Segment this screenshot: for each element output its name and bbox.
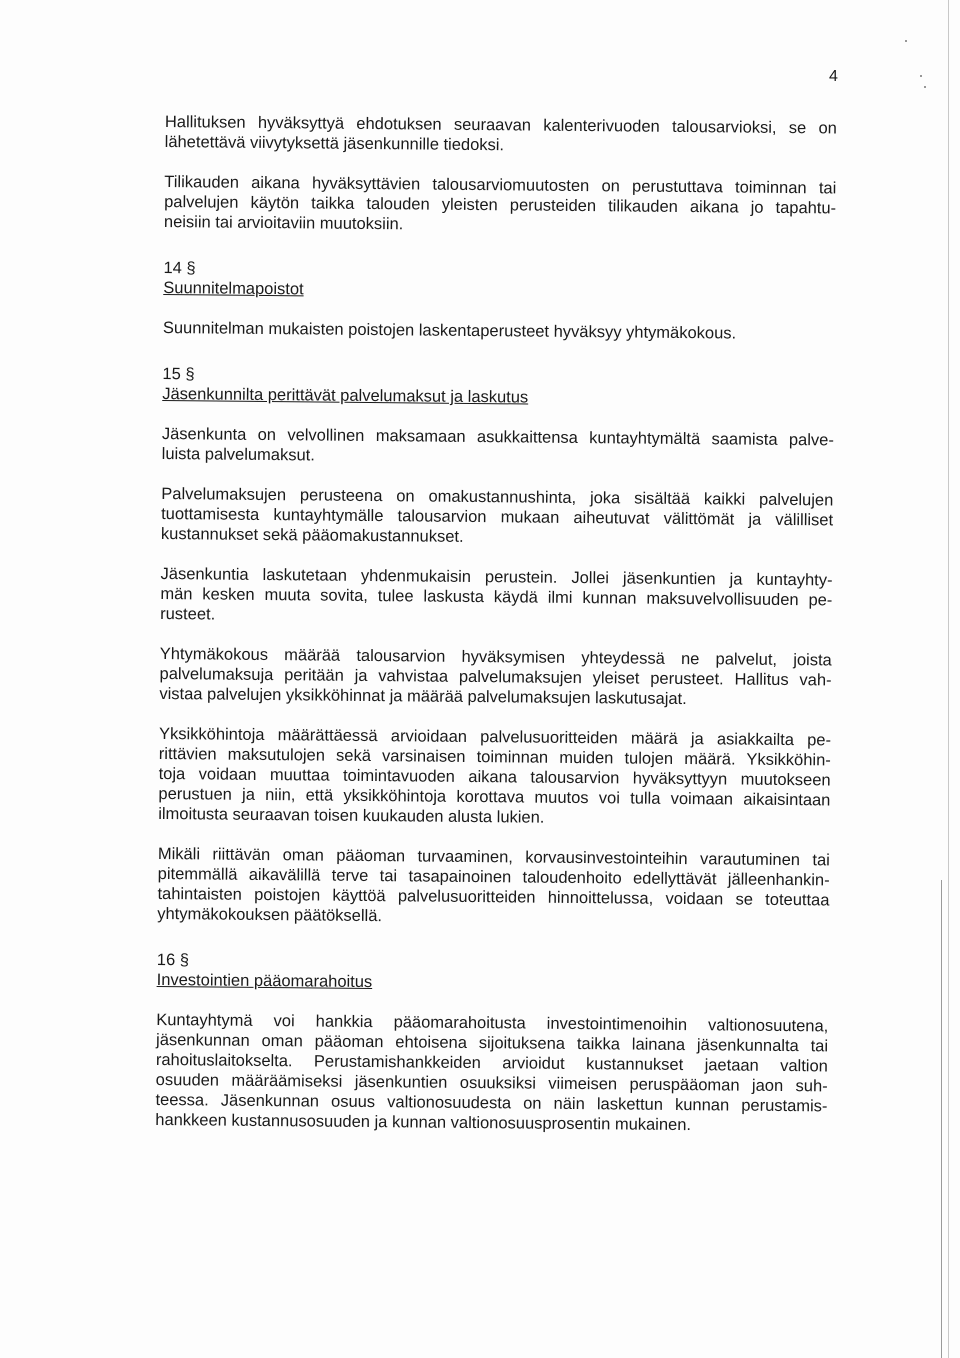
section-14 bbox=[163, 258, 836, 344]
scan-speck bbox=[905, 40, 907, 42]
scan-speck bbox=[924, 86, 926, 88]
text-line: Jäsenkunta on velvollinen maksamaan asukkaittensa kuntayhtymältä saamista palve- bbox=[161, 424, 834, 450]
text-line: jäsenkunnan oman pääoman ehtoisena sijoituksena taikka lainana jäsenkunnalta tai bbox=[156, 1030, 829, 1056]
paragraph bbox=[163, 318, 835, 344]
text-line: rusteet. bbox=[160, 604, 216, 624]
text-line: pitemmällä aikavälillä terve tai tasapainoinen taloudenhoito edellyttävät jälleenhankin- bbox=[157, 864, 830, 890]
text-line: män kesken muuta sovita, tulee laskusta käydä ilmi kunnan maksuvelvollisuuden pe- bbox=[160, 584, 833, 610]
text-line: Yhtymäkokous määrää talousarvion hyväksymisen yhteydessä ne palvelut, joista bbox=[159, 644, 832, 670]
scan-edge-line bbox=[948, 0, 949, 1358]
text-line: Suunnitelman mukaisten poistojen laskentaperusteet hyväksyy yhtymäkokous. bbox=[162, 318, 737, 343]
text-line: Tilikauden aikana hyväksyttävien talousarviomuutosten on perustuttava toiminnan tai bbox=[164, 172, 837, 198]
text-line: palvelujen käytön taikka talouden yleisten perusteiden tilikauden aikana jo tapahtu- bbox=[164, 192, 837, 218]
scan-edge-line bbox=[941, 880, 942, 1358]
section-number: 15 § bbox=[162, 364, 195, 384]
paragraph bbox=[158, 724, 831, 830]
paragraph-budget-changes bbox=[164, 172, 837, 238]
section-15 bbox=[157, 364, 834, 930]
text-line: luista palvelumaksut. bbox=[161, 444, 315, 465]
text-line: perustuen ja niin, että yksikköhintoja korottava muutos voi tulla voimaan aikaisintaan bbox=[158, 784, 831, 810]
paragraph bbox=[160, 564, 833, 630]
paragraph bbox=[162, 424, 834, 470]
text-line: ilmoitusta seuraavan toisen kuukauden alusta lukien. bbox=[158, 804, 545, 827]
section-title: Investointien pääomarahoitus bbox=[156, 970, 373, 992]
paragraph bbox=[159, 644, 832, 710]
section-title: Jäsenkunnilta perittävät palvelumaksut ja laskutus bbox=[162, 384, 529, 407]
scan-speck bbox=[920, 75, 922, 77]
page-number: 4 bbox=[829, 68, 838, 85]
text-line: kustannukset sekä pääomakustannukset. bbox=[160, 524, 464, 546]
text-line: osuuden määräämiseksi jäsenkuntien osuuksiksi viimeisen peruspääoman jaon suh- bbox=[155, 1070, 828, 1096]
paragraph-budget-approval bbox=[165, 112, 837, 158]
paragraph bbox=[161, 484, 834, 550]
text-line: Jäsenkuntia laskutetaan yhdenmukaisin perustein. Jollei jäsenkuntien ja kuntayhty- bbox=[160, 564, 833, 590]
text-line: Yksikköhintoja määrättäessä arvioidaan palvelusuoritteiden määrä ja asiakkailta pe- bbox=[158, 724, 832, 750]
text-line: Hallituksen hyväksyttyä ehdotuksen seuraavan kalenterivuoden talousarvioksi, se on bbox=[164, 112, 837, 138]
page-content bbox=[155, 112, 837, 1156]
text-line: Kuntayhtymä voi hankkia pääomarahoitusta investointimenoihin valtionosuutena, bbox=[156, 1010, 829, 1036]
text-line: toja voidaan muuttaa toimintavuoden aikana talousarvion hyväksyttyyn muutokseen bbox=[158, 764, 831, 790]
text-line: palvelumaksuja peritään ja vahvistaa palvelumaksujen yleiset perusteet. Hallitus vah- bbox=[159, 664, 832, 690]
text-line: rittävien maksutulojen sekä varsinaisen toiminnan muiden tulojen määrä. Yksikköhin- bbox=[158, 744, 831, 770]
text-line: lähetettävä viivytyksettä jäsenkunnille tiedoksi. bbox=[164, 132, 505, 155]
text-line: hankkeen kustannusosuuden ja kunnan valtionosuusprosentin mukainen. bbox=[155, 1110, 692, 1135]
text-line: vistaa palvelujen yksikköhinnat ja määrää palvelumaksujen laskutusajat. bbox=[159, 684, 687, 709]
paragraph bbox=[155, 1010, 828, 1136]
text-line: Mikäli riittävän oman pääoman turvaaminen, korvausinvestointeihin varautuminen tai bbox=[157, 844, 830, 870]
text-line: Palvelumaksujen perusteena on omakustannushinta, joka sisältää kaikki palvelujen bbox=[161, 484, 834, 510]
section-title: Suunnitelmapoistot bbox=[163, 278, 304, 299]
text-line: rahoituslaitokselta. Perustamishankkeiden arvioidut kustannukset jaetaan valtion bbox=[155, 1050, 828, 1076]
section-number: 16 § bbox=[156, 950, 190, 970]
text-line: teessa. Jäsenkunnan osuus valtionosuudesta on näin laskettun kunnan perustamis- bbox=[155, 1090, 828, 1116]
text-line: tahintaisten poistojen käyttöä palvelusuoritteiden hinnoittelussa, voidaan se toteuttaa bbox=[157, 884, 830, 910]
section-16 bbox=[155, 950, 829, 1136]
text-line: neisiin tai arvioitaviin muutoksiin. bbox=[163, 212, 404, 234]
text-line: yhtymäkokouksen päätöksellä. bbox=[157, 904, 383, 926]
paragraph bbox=[157, 844, 830, 930]
section-number: 14 § bbox=[163, 258, 196, 278]
text-line: tuottamisesta kuntayhtymälle talousarvion mukaan aiheutuvat välittömät ja välilliset bbox=[161, 504, 834, 530]
